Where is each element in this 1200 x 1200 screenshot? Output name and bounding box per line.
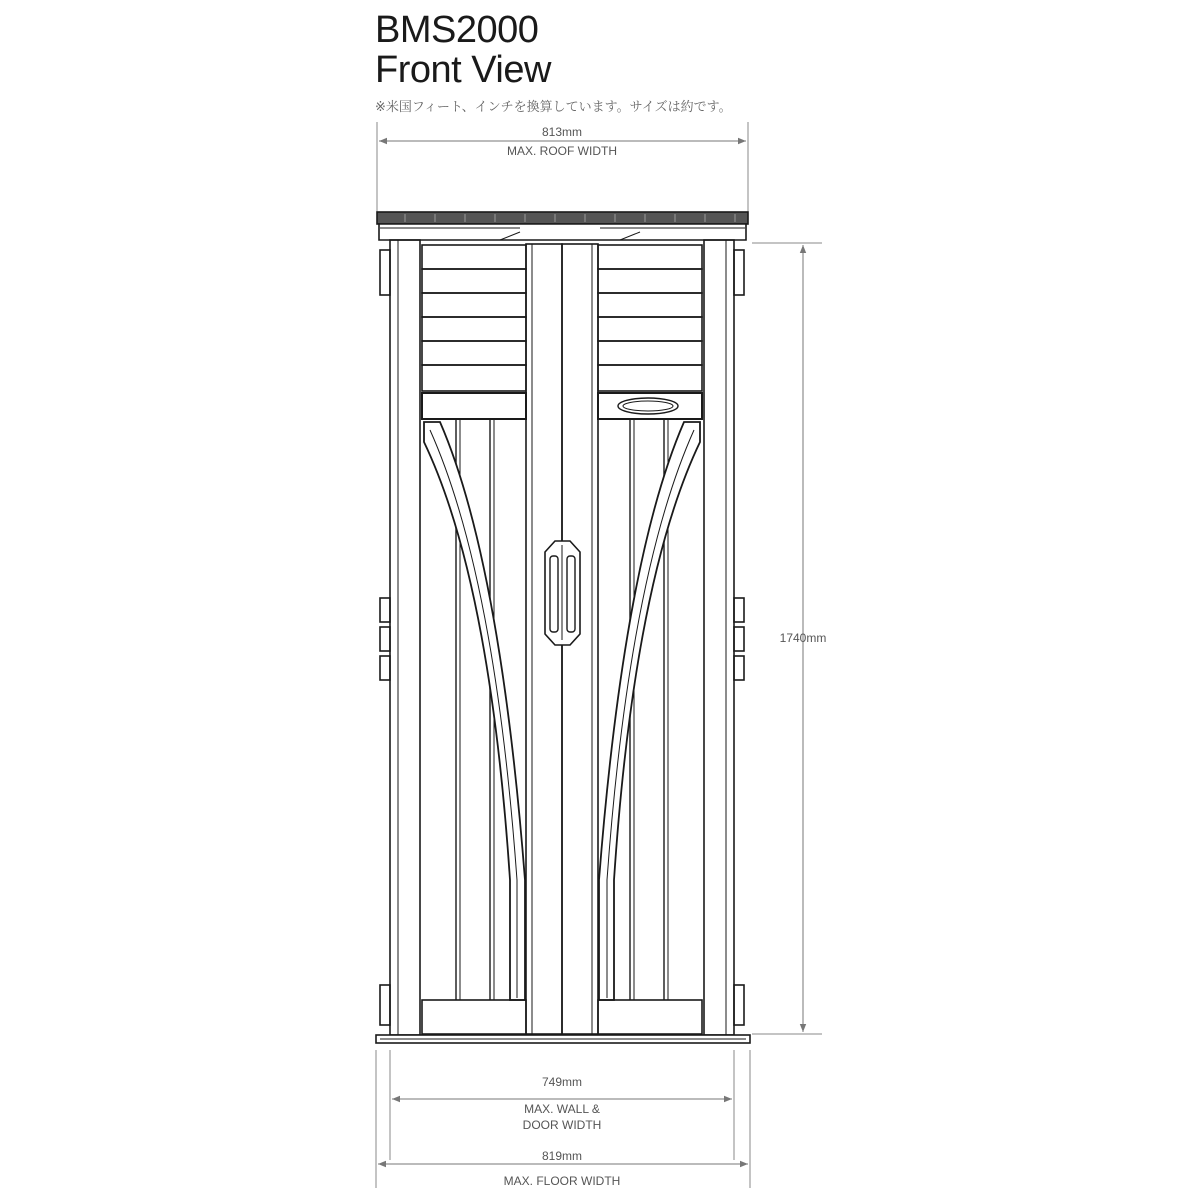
left-door[interactable] [422, 245, 526, 1034]
roof [377, 212, 748, 240]
conversion-note: ※米国フィート、インチを換算しています。サイズは約です。 [375, 100, 732, 115]
left-wall [390, 240, 420, 1035]
roof-width-dimension [377, 122, 748, 212]
wall-width-value: 749mm [541, 1075, 583, 1089]
wall-width-label-line2: DOOR WIDTH [522, 1118, 602, 1132]
roof-width-value: 813mm [541, 125, 583, 139]
floor-width-value: 819mm [541, 1149, 583, 1163]
right-door[interactable] [598, 245, 702, 1034]
wall-width-label-line1: MAX. WALL & [524, 1102, 600, 1116]
left-side-tabs [380, 250, 390, 1025]
roof-width-label: MAX. ROOF WIDTH [507, 144, 617, 158]
model-title: BMS2000 [375, 9, 539, 51]
door-handle[interactable] [545, 541, 580, 645]
right-wall [704, 240, 734, 1035]
height-value: 1740mm [779, 631, 827, 645]
height-dimension [752, 243, 826, 1034]
view-title: Front View [375, 49, 551, 91]
wall-width-dimension [390, 1050, 734, 1160]
floor-width-label: MAX. FLOOR WIDTH [503, 1174, 621, 1188]
right-side-tabs [734, 250, 744, 1025]
brand-badge [618, 398, 678, 414]
shed-body [376, 212, 750, 1043]
floor-base [376, 1035, 750, 1043]
